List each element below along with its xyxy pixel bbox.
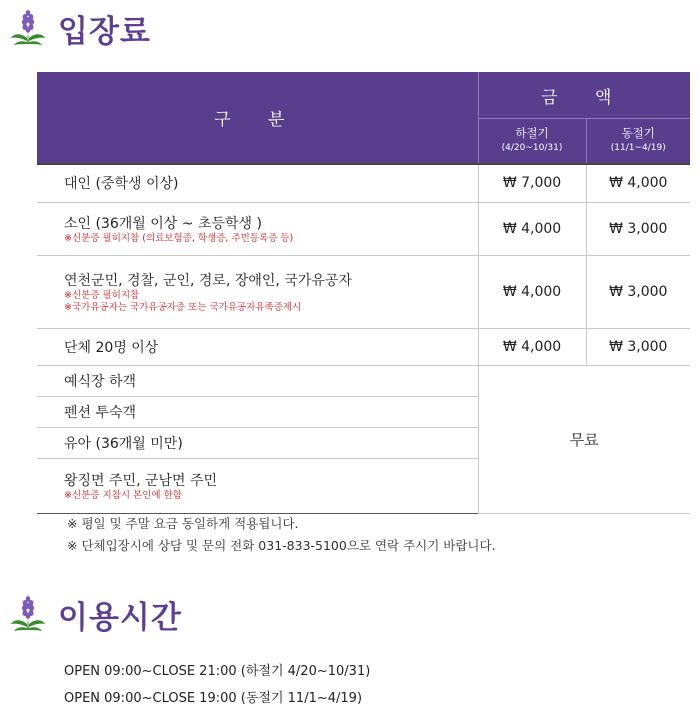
- header-summer: [478, 119, 586, 165]
- row-note: ※신분증 지참시 본인에 한함: [64, 489, 182, 501]
- lavender-icon: [8, 594, 48, 634]
- row-label-cell: [37, 458, 478, 513]
- price-winter: ₩ 3,000: [586, 255, 690, 328]
- table-row: [37, 365, 690, 396]
- fee-table: [37, 72, 690, 514]
- hours-line: OPEN 09:00~CLOSE 19:00 (동절기 11/1~4/19): [64, 691, 363, 706]
- header-amount: 금 액: [478, 72, 690, 119]
- fee-title: 입장료: [58, 13, 151, 50]
- price-winter: ₩ 4,000: [586, 164, 690, 202]
- row-label: 왕징면 주민, 군남면 주민: [64, 472, 218, 489]
- fee-section-title: [8, 8, 151, 48]
- price-winter: ₩ 3,000: [586, 328, 690, 365]
- row-label: 연천군민, 경찰, 군인, 경로, 장애인, 국가유공자: [64, 272, 352, 289]
- free-cell: 무료: [478, 365, 690, 513]
- row-label: 유아 (36개월 미만): [37, 427, 478, 458]
- footnotes: [67, 513, 496, 557]
- price-winter: ₩ 3,000: [586, 202, 690, 255]
- header-winter-range: (11/1~4/19): [610, 143, 666, 153]
- hours-section-title: [8, 594, 182, 634]
- header-summer-label: 하절기: [515, 126, 549, 140]
- row-label: 대인 (중학생 이상): [37, 164, 478, 202]
- table-row: [37, 202, 690, 255]
- row-label-cell: [37, 255, 478, 328]
- row-note: ※신분증 필히지참: [64, 289, 140, 301]
- row-label: 예식장 하객: [37, 365, 478, 396]
- price-summer: ₩ 4,000: [478, 202, 586, 255]
- header-summer-range: (4/20~10/31): [501, 143, 563, 153]
- row-label: 소인 (36개월 이상 ~ 초등학생 ): [64, 215, 262, 232]
- footnote: ※ 단체입장시에 상담 및 문의 전화 031-833-5100으로 연락 주시기 바랍니다.: [67, 538, 496, 553]
- price-summer: ₩ 4,000: [478, 255, 586, 328]
- row-label: 펜션 투숙객: [37, 396, 478, 427]
- lavender-icon: [8, 8, 48, 48]
- row-note: ※신분증 필히지참 (의료보험증, 학생증, 주민등록증 등): [64, 232, 294, 244]
- hours-title: 이용시간: [58, 599, 182, 636]
- table-row: [37, 255, 690, 328]
- price-summer: ₩ 7,000: [478, 164, 586, 202]
- table-row: [37, 328, 690, 365]
- row-label-cell: [37, 202, 478, 255]
- header-category: 구 분: [37, 72, 478, 164]
- price-summer: ₩ 4,000: [478, 328, 586, 365]
- hours-line: OPEN 09:00~CLOSE 21:00 (하절기 4/20~10/31): [64, 664, 371, 679]
- row-label: 단체 20명 이상: [37, 328, 478, 365]
- header-winter-label: 동절기: [621, 126, 655, 140]
- header-winter: [586, 119, 690, 165]
- table-row: [37, 164, 690, 202]
- row-note: ※국가유공자는 국가유공자증 또는 국가유공자유족증제시: [64, 301, 302, 313]
- opening-hours: [64, 658, 370, 712]
- footnote: ※ 평일 및 주말 요금 동일하게 적용됩니다.: [67, 516, 299, 531]
